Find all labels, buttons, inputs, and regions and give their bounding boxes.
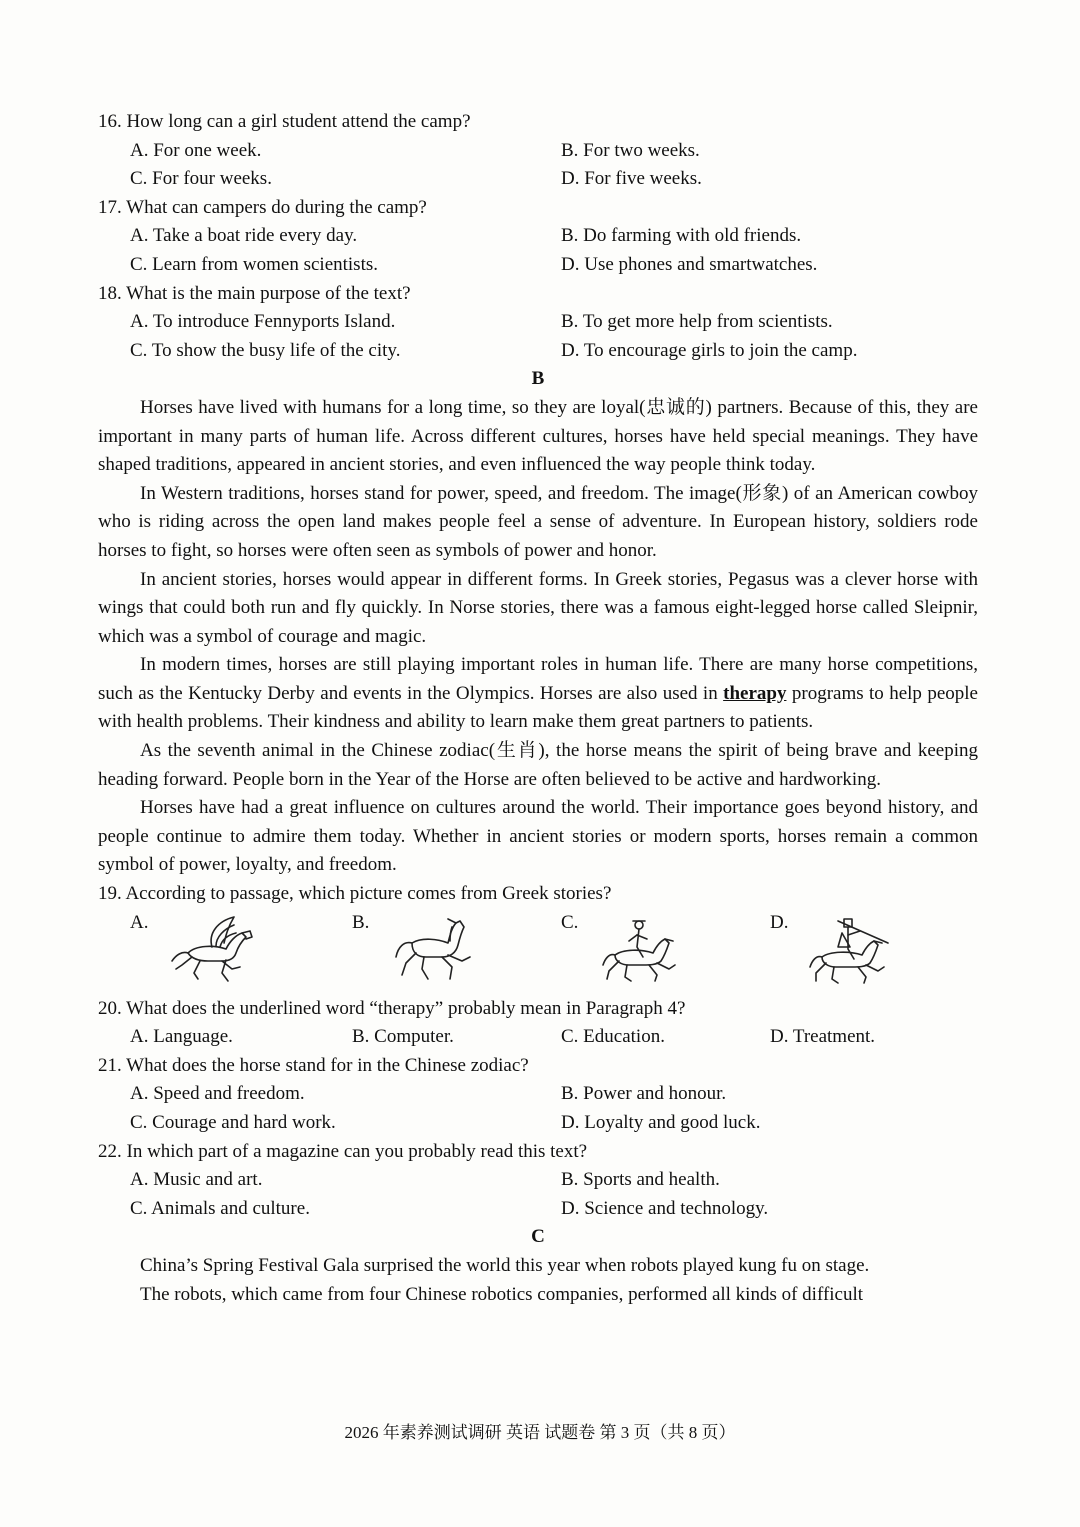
option-label: C. xyxy=(561,911,579,933)
passage-paragraph-1: Horses have lived with humans for a long time, so they are loyal(忠诚的) partners. Because of this, they are important in many parts of human life. Across different cultures, horses have held special meanings. They have shaped traditions, appeared in ancient stories, and even influenced the way people think today. xyxy=(98,396,978,476)
option-c[interactable]: C. To show the busy life of the city. xyxy=(130,339,401,361)
question-19 xyxy=(98,880,978,995)
option-c[interactable]: C. For four weeks. xyxy=(130,168,272,190)
question-text: 21. What does the horse stand for in the Chinese zodiac? xyxy=(98,1054,529,1076)
options xyxy=(98,1023,978,1052)
underlined-word: therapy xyxy=(723,682,787,704)
paragraph-text: In modern times, horses are still playing important roles in human life. There are many horse competitions, such as the Kentucky Derby and events in the Olympics. Horses are also used in xyxy=(98,654,978,704)
option-d[interactable]: D. To encourage girls to join the camp. xyxy=(561,339,858,361)
picture-option-b[interactable] xyxy=(352,909,561,995)
question-17 xyxy=(98,194,978,280)
option-b[interactable]: B. Do farming with old friends. xyxy=(561,225,802,247)
options xyxy=(98,308,978,365)
option-label: D. xyxy=(770,911,789,933)
option-label: B. xyxy=(352,911,370,933)
question-text: 22. In which part of a magazine can you probably read this text? xyxy=(98,1140,588,1162)
question-text: 16. How long can a girl student attend the camp? xyxy=(98,111,471,132)
option-b[interactable]: B. Sports and health. xyxy=(561,1169,720,1191)
question-text: 19. According to passage, which picture comes from Greek stories? xyxy=(98,883,612,905)
option-a[interactable]: A. To introduce Fennyports Island. xyxy=(130,311,396,333)
passage-paragraph-4 xyxy=(98,651,978,737)
running-horse-icon xyxy=(390,913,482,985)
picture-option-c[interactable] xyxy=(561,909,770,995)
picture-option-a[interactable] xyxy=(130,909,352,995)
question-text: 18. What is the main purpose of the text? xyxy=(98,282,411,304)
passage-c-paragraph-2: The robots, which came from four Chinese robotics companies, performed all kinds of difficult xyxy=(140,1283,864,1305)
option-a[interactable]: A. For one week. xyxy=(130,139,262,161)
options xyxy=(98,1166,978,1223)
option-d[interactable]: D. Treatment. xyxy=(770,1026,876,1048)
option-d[interactable]: D. For five weeks. xyxy=(561,168,702,190)
option-a[interactable]: A. Take a boat ride every day. xyxy=(130,225,358,247)
passage-paragraph-3: In ancient stories, horses would appear in different forms. In Greek stories, Pegasus was a clever horse with wings that could both run and fly quickly. In Norse stories, there was a famous eight-legged horse called Sleipnir, which was a symbol of courage and magic. xyxy=(98,568,978,647)
question-21 xyxy=(98,1052,978,1138)
section-c-heading: C xyxy=(531,1226,545,1248)
option-a[interactable]: A. Music and art. xyxy=(130,1169,263,1191)
option-d[interactable]: D. Science and technology. xyxy=(561,1197,769,1219)
options xyxy=(98,222,978,279)
question-text: 20. What does the underlined word “therapy” probably mean in Paragraph 4? xyxy=(98,997,686,1019)
picture-options xyxy=(98,909,978,995)
option-d[interactable]: D. Use phones and smartwatches. xyxy=(561,253,818,275)
passage-paragraph-2: In Western traditions, horses stand for power, speed, and freedom. The image(形象) of an American cowboy who is riding across the open land makes people feel a sense of adventure. In European history, soldiers rode horses to fight, so horses were often seen as symbols of power and honor. xyxy=(98,482,978,561)
question-20 xyxy=(98,995,978,1052)
option-b[interactable]: B. For two weeks. xyxy=(561,139,700,161)
winged-horse-icon xyxy=(168,913,260,985)
option-b[interactable]: B. To get more help from scientists. xyxy=(561,311,833,333)
paragraph-text: programs to help people with health problems. Their kindness and ability to learn make them great partners to patients. xyxy=(98,682,978,733)
page-footer: 2026 年素养测试调研 英语 试题卷 第 3 页（共 8 页） xyxy=(344,1423,736,1442)
page-content xyxy=(98,108,978,1309)
option-d[interactable]: D. Loyalty and good luck. xyxy=(561,1112,761,1133)
option-c[interactable]: C. Education. xyxy=(561,1026,665,1048)
passage-paragraph-6: Horses have had a great influence on cultures around the world. Their importance goes beyond history, and people continue to admire them today. Whether in ancient stories or modern sports, horses remain a common symbol of power, loyalty, and freedom. xyxy=(98,797,978,876)
option-b[interactable]: B. Computer. xyxy=(352,1026,454,1048)
horse-rider-icon xyxy=(599,913,691,985)
option-b[interactable]: B. Power and honour. xyxy=(561,1083,727,1105)
question-18 xyxy=(98,280,978,366)
option-a[interactable]: A. Language. xyxy=(130,1026,233,1048)
question-22 xyxy=(98,1138,978,1224)
option-c[interactable]: C. Courage and hard work. xyxy=(130,1112,336,1133)
option-label: A. xyxy=(130,911,149,933)
passage-c-paragraph-1: China’s Spring Festival Gala surprised the world this year when robots played kung fu on stage. xyxy=(140,1254,870,1276)
picture-option-d[interactable] xyxy=(770,909,978,995)
options xyxy=(98,1080,978,1137)
options xyxy=(98,137,978,194)
question-text: 17. What can campers do during the camp? xyxy=(98,196,427,218)
knight-horse-icon xyxy=(808,913,900,985)
option-c[interactable]: C. Animals and culture. xyxy=(130,1197,310,1219)
question-16 xyxy=(98,108,978,194)
option-c[interactable]: C. Learn from women scientists. xyxy=(130,253,379,275)
section-b-heading: B xyxy=(531,368,545,390)
passage-paragraph-5: As the seventh animal in the Chinese zodiac(生肖), the horse means the spirit of being brave and keeping heading forward. People born in the Year of the Horse are often believed to be active and hardworking. xyxy=(98,740,978,790)
option-a[interactable]: A. Speed and freedom. xyxy=(130,1083,305,1105)
